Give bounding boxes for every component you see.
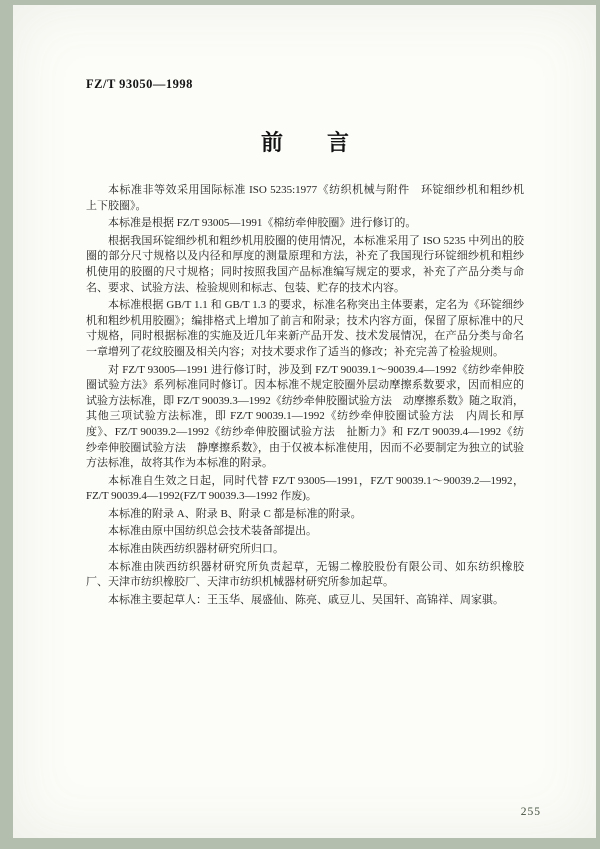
page-number: 255 — [520, 806, 541, 818]
paragraph: 本标准是根据 FZ/T 93005—1991《棉纺牵伸胶圈》进行修订的。 — [108, 217, 417, 230]
foreword-body — [86, 183, 535, 608]
paragraph: 本标准由原中国纺织总会技术装备部提出。 — [108, 525, 317, 538]
page-title: 前 言 — [260, 130, 349, 155]
paragraph: 本标准主要起草人：王玉华、展盛仙、陈亮、戚豆儿、吴国轩、高锦祥、周家骐。 — [108, 593, 504, 606]
paragraph: 本标准由陕西纺织器材研究所负责起草，无锡二橡胶股份有限公司、如东纺织橡胶厂、天津市纺织橡胶厂、天津市纺织机械器材研究所参加起草。 — [86, 560, 524, 589]
paragraph: 对 FZ/T 93005—1991 进行修订时，涉及到 FZ/T 90039.1～90039.4—1992《纺纱牵伸胶圈试验方法》系列标准同时修订。因本标准不规定胶圈外层动摩擦系数要求，因而相应的试验方法标准，即 FZ/T 90039.3—1992《纺纱牵伸胶圈试验方法 动摩擦系数》随之取消，其他三项试验方法标准，即 FZ/T 90039.1—1992《纺纱牵伸胶圈试验方法 内周长和厚度》、FZ/T 90039.2—1992《纺纱牵伸胶圈试验方法 扯断力》和 FZ/T 90039.4—1992《纺纱牵伸胶圈试验方法 静摩擦系数》，由于仅被本标准使用，因而不必要制定为独立的试验方法标准，故将其作为本标准的附录。 — [86, 363, 524, 470]
paragraph: 本标准由陕西纺织器材研究所归口。 — [108, 543, 284, 556]
paragraph: 根据我国环锭细纱机和粗纱机用胶圈的使用情况，本标准采用了 ISO 5235 中列出的胶圈的部分尺寸规格以及内径和厚度的测量原理和方法，补充了我国现行环锭细纱机和粗纱机使用的胶圈的尺寸规格；同时按照我国产品标准编写规定的要求，补充了产品分类与命名、要求、试验方法、检验规则和标志、包装、贮存的技术内容。 — [86, 234, 524, 294]
document-page — [13, 5, 596, 838]
paragraph: 本标准的附录 A、附录 B、附录 C 都是标准的附录。 — [108, 507, 362, 520]
paragraph: 本标准根据 GB/T 1.1 和 GB/T 1.3 的要求，标准名称突出主体要素，定名为《环锭细纱机和粗纱机用胶圈》；编排格式上增加了前言和附录；技术内容方面，保留了原标准中的尺寸规格，同时根据标准的实施及近几年来新产品开发、技术发展情况，在产品分类与命名一章增列了花纹胶圈及相关内容；对技术要求作了适当的修改；补充完善了检验规则。 — [86, 299, 524, 358]
standard-code: FZ/T 93050—1998 — [86, 77, 193, 91]
paragraph: 本标准非等效采用国际标准 ISO 5235:1977《纺织机械与附件 环锭细纱机和粗纱机 上下胶圈》。 — [86, 184, 535, 212]
paragraph: 本标准自生效之日起，同时代替 FZ/T 93005—1991，FZ/T 90039.1～90039.2—1992，FZ/T 90039.4—1992(FZ/T 90039.3—1992 作废)。 — [86, 474, 524, 503]
